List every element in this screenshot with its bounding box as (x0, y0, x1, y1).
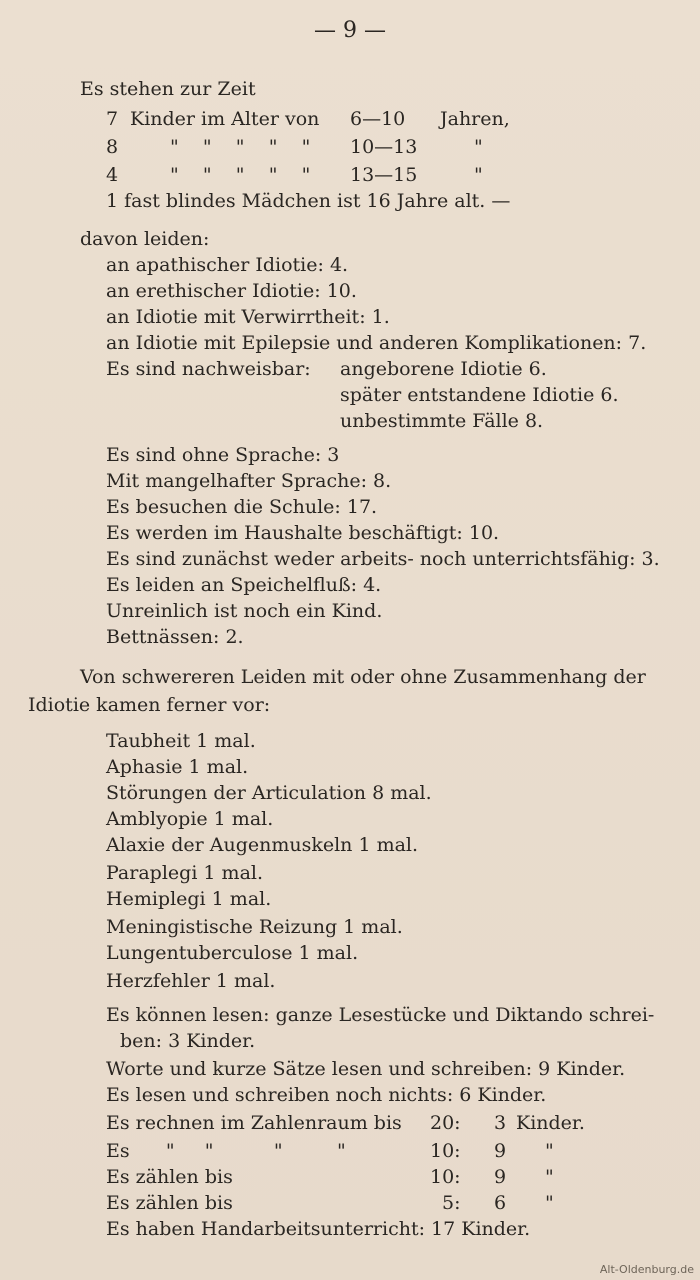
rechnen-unit: " (545, 1140, 554, 1162)
nachweis-item: später entstandene Idiotie 6. (340, 384, 619, 406)
age-unit: Jahren, (440, 108, 510, 130)
handarbeit-line: Es haben Handarbeitsunterricht: 17 Kinder. (106, 1218, 531, 1240)
stat-line: Es werden im Haushalte beschäftigt: 10. (106, 522, 500, 544)
zaehlen-count: 6 (494, 1192, 507, 1214)
age-text: Kinder im Alter von (130, 108, 320, 130)
lesen-line2: ben: 3 Kinder. (120, 1030, 256, 1052)
stat-line: Es sind ohne Sprache: 3 (106, 444, 340, 466)
diagnosis-line: an Idiotie mit Verwirrtheit: 1. (106, 306, 390, 328)
age-count: 7 (106, 108, 119, 130)
illness-line: Herzfehler 1 mal. (106, 970, 276, 992)
nichts-line: Es lesen und schreiben noch nichts: 6 Kinder. (106, 1084, 547, 1106)
age-range: 10—13 (350, 136, 418, 158)
diagnosis-line: an apathischer Idiotie: 4. (106, 254, 349, 276)
age-range: 13—15 (350, 164, 418, 186)
illness-line: Lungentuberculose 1 mal. (106, 942, 359, 964)
age-ditto: " " " " " (170, 136, 311, 158)
stat-line: Bettnässen: 2. (106, 626, 244, 648)
age-range: 6—10 (350, 108, 406, 130)
stat-line: Es sind zunächst weder arbeits- noch unterrichtsfähig: 3. (106, 548, 660, 570)
page-number: — 9 — (314, 18, 386, 43)
diagnosis-line: an erethischer Idiotie: 10. (106, 280, 357, 302)
age-count: 4 (106, 164, 119, 186)
stat-line: Mit mangelhafter Sprache: 8. (106, 470, 392, 492)
zaehlen-label: Es zählen bis (106, 1166, 233, 1188)
section3-intro-line1: Von schwereren Leiden mit oder ohne Zusammenhang der (80, 666, 646, 688)
age-unit: " (474, 164, 483, 186)
age-unit: " (474, 136, 483, 158)
rechnen-num: 20: (430, 1112, 461, 1134)
section3-intro-line2: Idiotie kamen ferner vor: (28, 694, 271, 716)
zaehlen-label: Es zählen bis (106, 1192, 233, 1214)
diagnosis-line: an Idiotie mit Epilepsie und anderen Komplikationen: 7. (106, 332, 647, 354)
illness-line: Meningistische Reizung 1 mal. (106, 916, 403, 938)
illness-line: Aphasie 1 mal. (106, 756, 249, 778)
nachweis-item: unbestimmte Fälle 8. (340, 410, 544, 432)
stat-line: Es leiden an Speichelfluß: 4. (106, 574, 382, 596)
age-ditto: " " " " " (170, 164, 311, 186)
lesen-line1: Es können lesen: ganze Lesestücke und Diktando schrei- (106, 1004, 655, 1026)
nachweis-label: Es sind nachweisbar: (106, 358, 311, 380)
illness-line: Störungen der Articulation 8 mal. (106, 782, 432, 804)
rechnen-label: Es " " " " (106, 1140, 346, 1162)
worte-line: Worte und kurze Sätze lesen und schreiben: 9 Kinder. (106, 1058, 626, 1080)
zaehlen-num: 5: (442, 1192, 461, 1214)
zaehlen-unit: " (545, 1192, 554, 1214)
illness-line: Taubheit 1 mal. (106, 730, 256, 752)
watermark: Alt-Oldenburg.de (599, 1263, 694, 1276)
rechnen-num: 10: (430, 1140, 461, 1162)
blind-girl-line: 1 fast blindes Mädchen ist 16 Jahre alt. — (106, 190, 511, 212)
stat-line: Es besuchen die Schule: 17. (106, 496, 378, 518)
illness-line: Amblyopie 1 mal. (106, 808, 274, 830)
section1-intro: Es stehen zur Zeit (80, 78, 256, 100)
zaehlen-unit: " (545, 1166, 554, 1188)
illness-line: Alaxie der Augenmuskeln 1 mal. (106, 834, 419, 856)
zaehlen-num: 10: (430, 1166, 461, 1188)
age-count: 8 (106, 136, 119, 158)
rechnen-count: 9 (494, 1140, 507, 1162)
rechnen-unit: Kinder. (516, 1112, 585, 1134)
zaehlen-count: 9 (494, 1166, 507, 1188)
section2-intro: davon leiden: (80, 228, 210, 250)
rechnen-label: Es rechnen im Zahlenraum bis (106, 1112, 402, 1134)
nachweis-item: angeborene Idiotie 6. (340, 358, 547, 380)
stat-line: Unreinlich ist noch ein Kind. (106, 600, 383, 622)
illness-line: Hemiplegi 1 mal. (106, 888, 272, 910)
rechnen-count: 3 (494, 1112, 507, 1134)
illness-line: Paraplegi 1 mal. (106, 862, 264, 884)
